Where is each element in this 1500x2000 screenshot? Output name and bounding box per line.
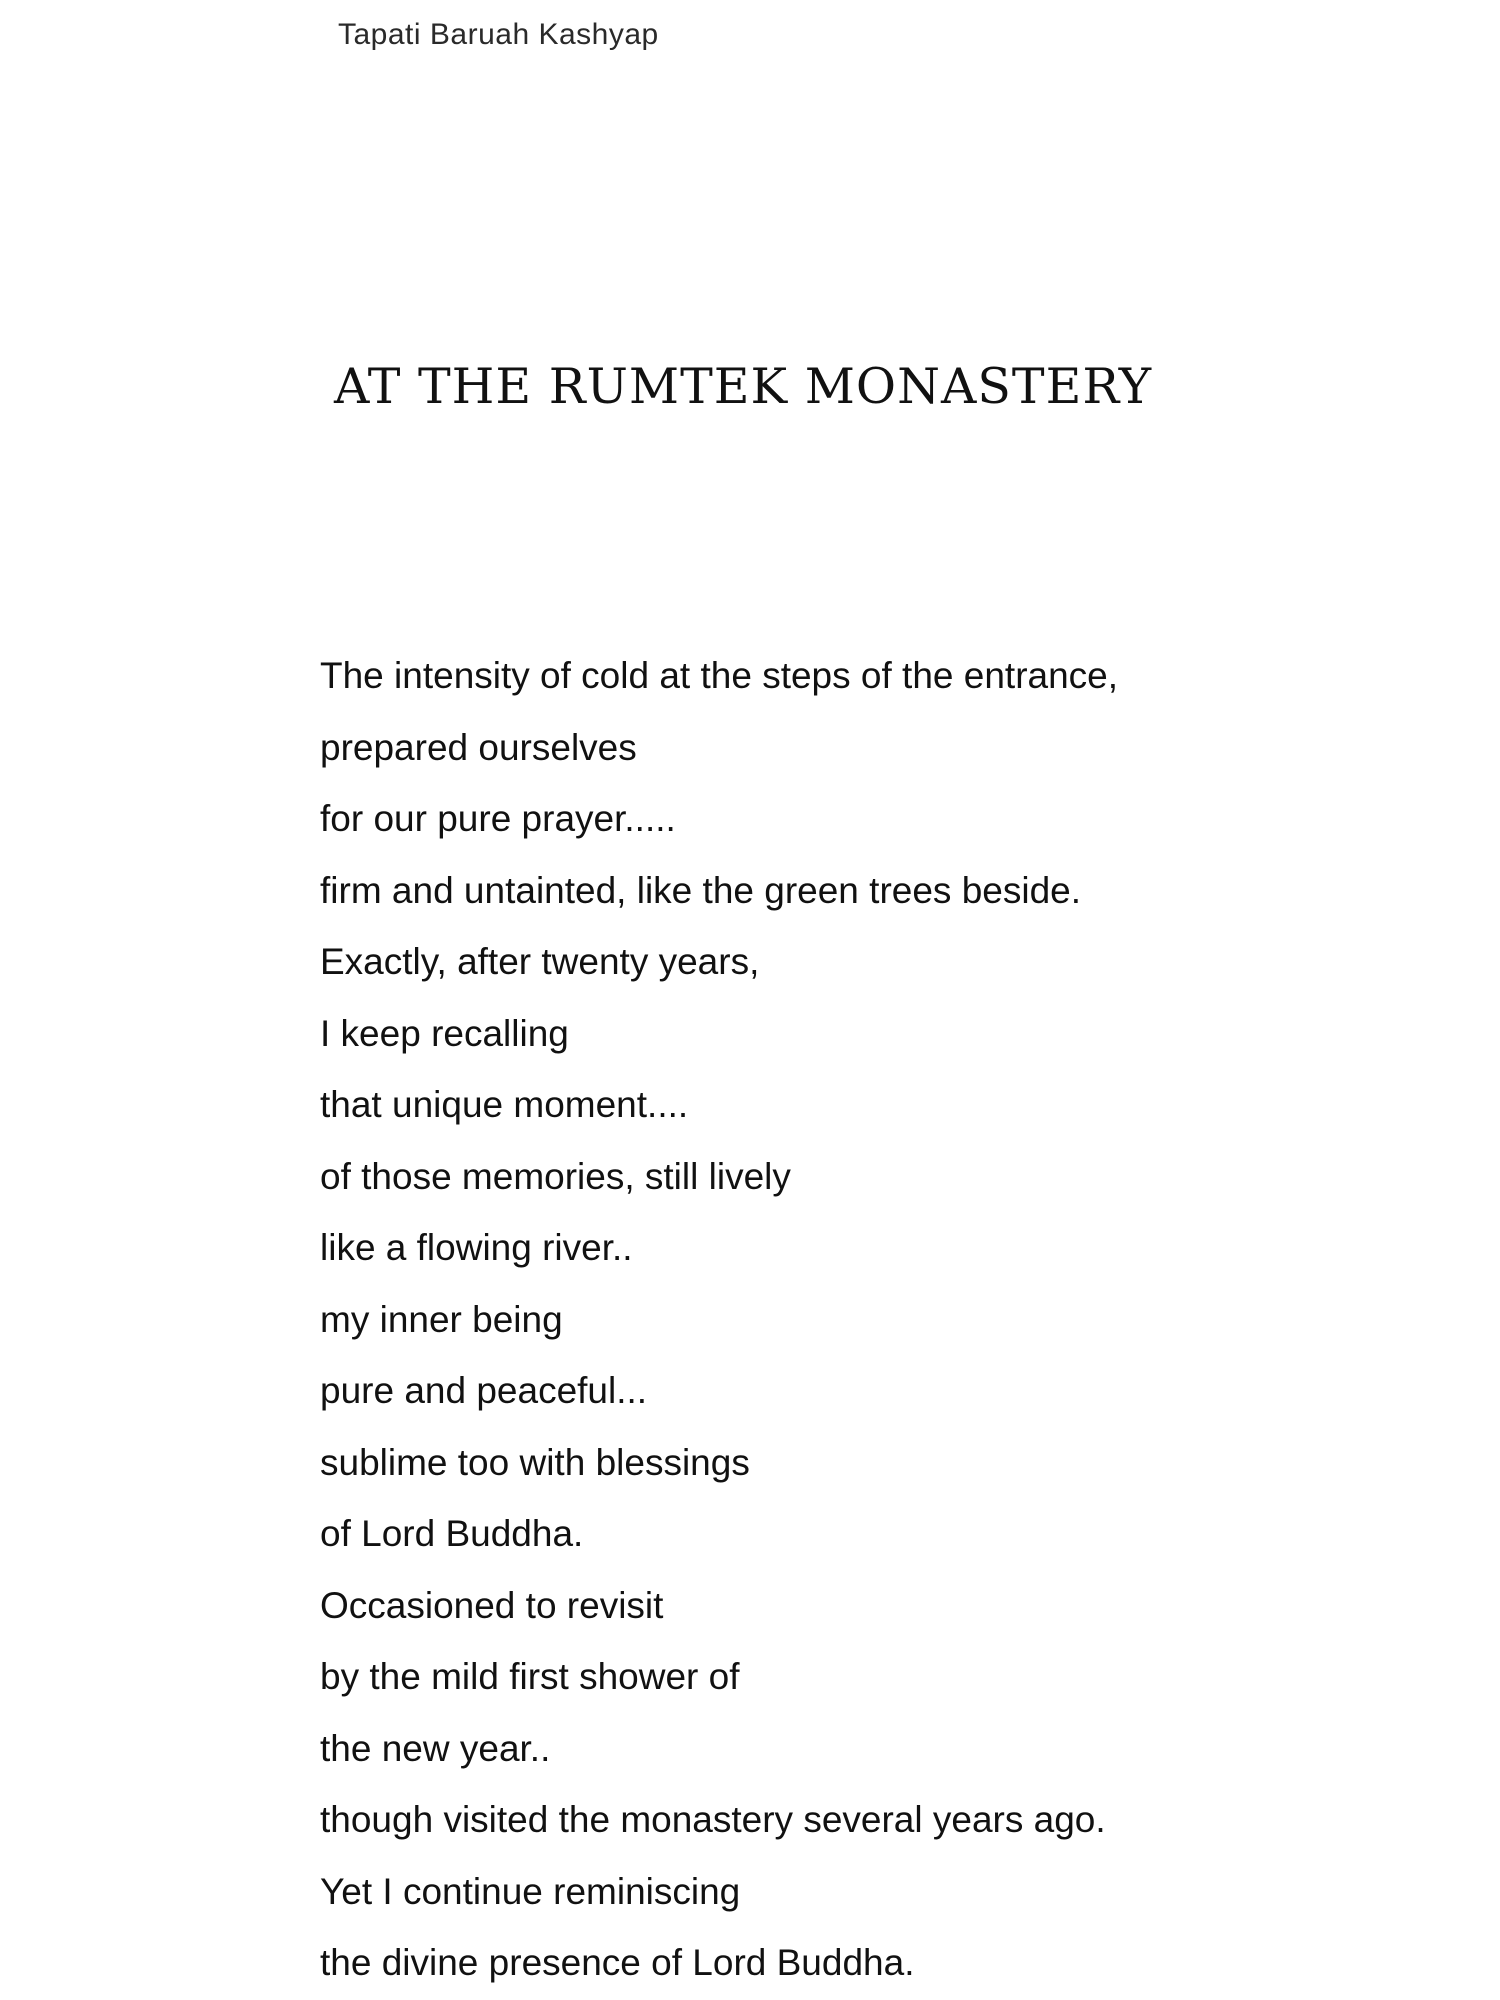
poem-line: for our pure prayer.....	[320, 798, 676, 839]
poem-line: The intensity of cold at the steps of the entrance,	[320, 655, 1119, 696]
poem-line: the new year..	[320, 1727, 551, 1769]
poem-line: pure and peaceful...	[320, 1370, 648, 1411]
poem-line: my inner being	[320, 1298, 563, 1340]
poem-line: though visited the monastery several years ago.	[320, 1799, 1106, 1840]
poem-line: Occasioned to revisit	[320, 1584, 664, 1626]
poem-title: AT THE RUMTEK MONASTERY	[334, 358, 1153, 415]
poem-line: of Lord Buddha.	[320, 1513, 584, 1554]
poem-line: the divine presence of Lord Buddha.	[320, 1942, 915, 1983]
poem-line: sublime too with blessings	[320, 1441, 750, 1483]
poem-line: of those memories, still lively	[320, 1155, 791, 1197]
poem-line: that unique moment....	[320, 1084, 689, 1125]
poem-line: Exactly, after twenty years,	[320, 941, 760, 982]
poem-line: like a flowing river..	[320, 1227, 633, 1268]
poem-line: Yet I continue reminiscing	[320, 1870, 741, 1912]
author-name: Tapati Baruah Kashyap	[338, 18, 659, 51]
poem-line: prepared ourselves	[320, 726, 637, 768]
poem-body	[320, 640, 1118, 1999]
poem-line: firm and untainted, like the green trees beside.	[320, 869, 1082, 911]
poem-line: I keep recalling	[320, 1012, 569, 1054]
poem-line: by the mild first shower of	[320, 1656, 740, 1697]
